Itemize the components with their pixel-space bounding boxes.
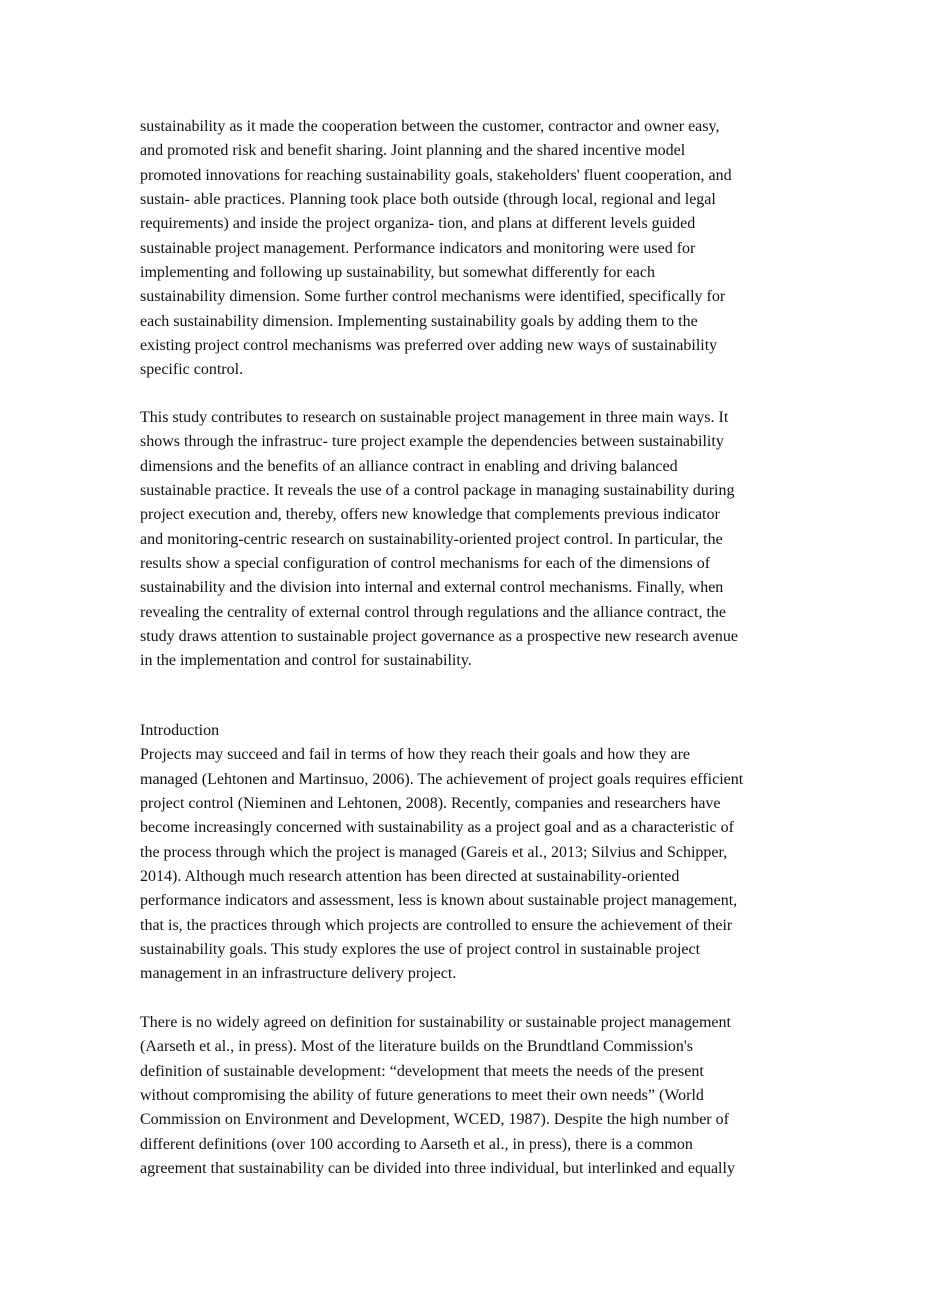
text-line: (Aarseth et al., in press). Most of the literature builds on the Brundtland Commission's — [140, 1038, 694, 1056]
text-line: sustain- able practices. Planning took place both outside (through local, regional and legal — [140, 191, 716, 209]
text-line: existing project control mechanisms was preferred over adding new ways of sustainability — [140, 337, 718, 355]
text-line: shows through the infrastruc- ture project example the dependencies between sustainability — [140, 433, 724, 451]
text-line: requirements) and inside the project organiza- tion, and plans at different levels guided — [140, 215, 696, 233]
text-line: sustainability dimension. Some further control mechanisms were identified, specifically for — [140, 288, 726, 306]
paragraph-summary-continued — [140, 115, 732, 383]
section-introduction — [140, 719, 743, 987]
text-line: There is no widely agreed on definition for sustainability or sustainable project management — [140, 1014, 731, 1031]
text-line: promoted innovations for reaching sustainability goals, stakeholders' fluent cooperation, and — [140, 166, 732, 184]
text-line: agreement that sustainability can be divided into three individual, but interlinked and equally — [140, 1160, 735, 1178]
text-line: the process through which the project is managed (Gareis et al., 2013; Silvius and Schipper, — [140, 843, 728, 861]
paragraph-sustainability-definition — [140, 1011, 735, 1181]
text-line: dimensions and the benefits of an alliance contract in enabling and driving balanced — [140, 457, 678, 475]
text-line: project execution and, thereby, offers new knowledge that complements previous indicator — [140, 506, 720, 524]
text-line: sustainable practice. It reveals the use of a control package in managing sustainability during — [140, 482, 735, 500]
text-line: and monitoring-centric research on sustainability-oriented project control. In particular, the — [140, 530, 723, 548]
text-line: Commission on Environment and Development, WCED, 1987). Despite the high number of — [140, 1111, 729, 1129]
text-line: sustainable project management. Performance indicators and monitoring were used for — [140, 239, 696, 257]
text-line: This study contributes to research on sustainable project management in three main ways. It — [140, 409, 729, 426]
text-line: specific control. — [140, 361, 244, 379]
text-line: definition of sustainable development: “development that meets the needs of the present — [140, 1062, 704, 1080]
text-line: revealing the centrality of external control through regulations and the alliance contract, the — [140, 603, 726, 621]
text-line: study draws attention to sustainable project governance as a prospective new research avenue — [140, 628, 738, 646]
text-line: sustainability goals. This study explores the use of project control in sustainable project — [140, 941, 701, 959]
text-line: project control (Nieminen and Lehtonen, 2008). Recently, companies and researchers have — [140, 795, 721, 813]
text-line: implementing and following up sustainability, but somewhat differently for each — [140, 264, 655, 282]
text-line: sustainability and the division into internal and external control mechanisms. Finally, when — [140, 579, 724, 597]
text-line: in the implementation and control for sustainability. — [140, 652, 472, 670]
text-line: each sustainability dimension. Implementing sustainability goals by adding them to the — [140, 312, 698, 330]
text-line: sustainability as it made the cooperation between the customer, contractor and owner easy, — [140, 118, 720, 135]
text-line: managed (Lehtonen and Martinsuo, 2006). The achievement of project goals requires efficient — [140, 770, 744, 788]
text-line: management in an infrastructure delivery project. — [140, 965, 457, 983]
text-line: and promoted risk and benefit sharing. Joint planning and the shared incentive model — [140, 142, 686, 160]
text-line: performance indicators and assessment, less is known about sustainable project management, — [140, 892, 738, 910]
text-line: Projects may succeed and fail in terms of how they reach their goals and how they are — [140, 746, 691, 764]
text-line: results show a special configuration of control mechanisms for each of the dimensions of — [140, 555, 711, 573]
text-line: 2014). Although much research attention has been directed at sustainability-oriented — [140, 868, 680, 886]
text-line: become increasingly concerned with sustainability as a project goal and as a characteristic of — [140, 819, 734, 837]
section-heading: Introduction — [140, 722, 220, 739]
text-line: without compromising the ability of future generations to meet their own needs” (World — [140, 1087, 704, 1105]
text-line: different definitions (over 100 according to Aarseth et al., in press), there is a common — [140, 1135, 693, 1153]
text-line: that is, the practices through which projects are controlled to ensure the achievement of their — [140, 916, 733, 934]
paragraph-contributions — [140, 406, 738, 674]
